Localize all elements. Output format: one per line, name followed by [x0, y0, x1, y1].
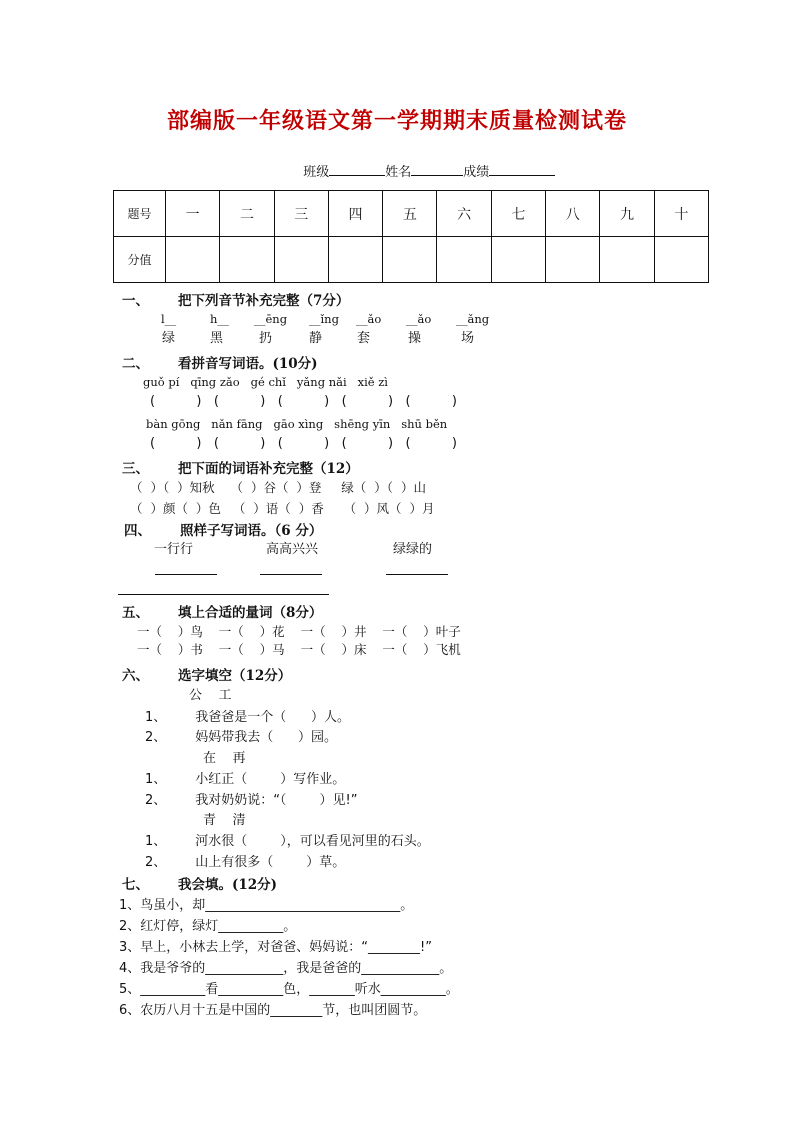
score-cell[interactable] — [220, 237, 274, 283]
example-word-2: 高高兴兴 — [266, 542, 319, 557]
pinyin-blank-3: __ēng — [254, 312, 288, 326]
section-title: 我会填。(12分) — [178, 877, 278, 893]
pinyin-blank-2: h__ — [210, 312, 229, 326]
pinyin-blank-7: __ǎng — [456, 312, 490, 326]
section-title: 把下列音节补充完整（7分） — [178, 293, 350, 309]
char-6: 操 — [408, 331, 422, 346]
answer-line-3[interactable] — [386, 574, 448, 575]
col-8: 八 — [546, 191, 600, 237]
fill-item[interactable]: 4、我是爷爷的____________，我是爸爸的____________。 — [119, 961, 453, 976]
fill-item[interactable]: 6、农历八月十五是中国的________节，也叫团圆节。 — [119, 1003, 427, 1018]
col-5: 五 — [383, 191, 437, 237]
section-number: 五、 — [122, 605, 149, 621]
char-7: 场 — [461, 331, 475, 346]
char-choice-group-2: 在 再 — [203, 751, 246, 766]
section-7-heading — [122, 873, 277, 893]
score-cell[interactable] — [600, 237, 654, 283]
col-7: 七 — [491, 191, 545, 237]
student-info-line — [295, 146, 555, 180]
char-5: 套 — [357, 331, 371, 346]
score-cell[interactable] — [654, 237, 708, 283]
section-4-heading — [124, 519, 322, 539]
fill-item[interactable]: 2、 山上有很多（ ）草。 — [145, 855, 346, 870]
class-blank[interactable] — [329, 163, 385, 176]
fill-item[interactable]: 2、 妈妈带我去（ ）园。 — [145, 730, 337, 745]
char-2: 黑 — [210, 331, 224, 346]
col-10: 十 — [654, 191, 708, 237]
section-6-heading — [122, 664, 291, 684]
section-2-heading — [122, 352, 318, 372]
fill-item[interactable]: 3、早上，小林去上学，对爸爸、妈妈说：“________!” — [119, 940, 432, 955]
name-blank[interactable] — [411, 163, 463, 176]
measure-word-line-1[interactable]: 一（ ）鸟 一（ ）花 一（ ）井 一（ ）叶子 — [137, 624, 461, 639]
score-cell[interactable] — [491, 237, 545, 283]
fill-item[interactable]: 1、 河水很（ ），可以看见河里的石头。 — [145, 834, 430, 849]
pinyin-blank-6: __ǎo — [406, 312, 432, 326]
char-3: 扔 — [259, 331, 273, 346]
section-title: 把下面的词语补充完整（12） — [178, 461, 359, 477]
fill-item[interactable]: 1、 我爸爸是一个（ ）人。 — [145, 710, 350, 725]
char-4: 静 — [309, 331, 323, 346]
pinyin-blank-1: l__ — [161, 312, 177, 326]
idiom-line-2[interactable]: （ ）颜（ ）色 （ ）语（ ）香 （ ）风（ ）月 — [130, 501, 435, 516]
exam-title: 部编版一年级语文第一学期期末质量检测试卷 — [166, 108, 627, 134]
section-divider — [118, 594, 329, 595]
example-word-1: 一行行 — [154, 542, 194, 557]
section-number: 六、 — [122, 668, 149, 684]
answer-brackets-row-1[interactable]: ( ) ( ) ( ) ( ) ( ) — [150, 394, 457, 409]
pinyin-row-2: bàn gōng nǎn fāng gāo xìng shēng yīn shū běn — [146, 417, 448, 431]
idiom-line-1[interactable]: （ ）（ ）知秋 （ ）谷（ ）登 绿（ ）（ ）山 — [130, 480, 426, 495]
name-label: 姓名 — [385, 165, 412, 180]
section-5-heading — [122, 601, 322, 621]
score-cell[interactable] — [383, 237, 437, 283]
fill-item[interactable]: 1、鸟虽小，却______________________________。 — [119, 898, 414, 913]
section-3-heading — [122, 457, 359, 477]
col-4: 四 — [328, 191, 382, 237]
answer-brackets-row-2[interactable]: ( ) ( ) ( ) ( ) ( ) — [150, 436, 457, 451]
section-title: 填上合适的量词（8分） — [178, 605, 323, 621]
question-number-row — [114, 191, 709, 237]
col-2: 二 — [220, 191, 274, 237]
col-3: 三 — [274, 191, 328, 237]
row-label-question: 题号 — [114, 191, 166, 237]
pinyin-row-1: guǒ pí qīng zǎo gé chǐ yǎng nǎi xiě zì — [143, 375, 388, 389]
col-1: 一 — [166, 191, 220, 237]
score-cell[interactable] — [546, 237, 600, 283]
section-title: 选字填空（12分） — [178, 668, 292, 684]
class-label: 班级 — [303, 165, 330, 180]
score-cell[interactable] — [328, 237, 382, 283]
char-choice-group-1: 公 工 — [189, 688, 232, 703]
char-1: 绿 — [162, 331, 176, 346]
score-row — [114, 237, 709, 283]
pinyin-blank-4: __ǐng — [309, 312, 339, 326]
score-cell[interactable] — [166, 237, 220, 283]
score-cell[interactable] — [274, 237, 328, 283]
fill-item[interactable]: 2、 我对奶奶说：“（ ）见!” — [145, 793, 358, 808]
section-number: 一、 — [122, 293, 149, 309]
col-6: 六 — [437, 191, 491, 237]
col-9: 九 — [600, 191, 654, 237]
section-title: 看拼音写词语。(10分) — [178, 356, 318, 372]
fill-item[interactable]: 2、红灯停，绿灯__________。 — [119, 919, 297, 934]
section-number: 四、 — [124, 523, 151, 539]
score-cell[interactable] — [437, 237, 491, 283]
measure-word-line-2[interactable]: 一（ ）书 一（ ）马 一（ ）床 一（ ）飞机 — [137, 642, 461, 657]
section-number: 二、 — [122, 356, 149, 372]
pinyin-blank-5: __ǎo — [356, 312, 382, 326]
example-word-3: 绿绿的 — [393, 542, 433, 557]
score-label: 成绩 — [463, 165, 490, 180]
section-number: 七、 — [122, 877, 149, 893]
section-number: 三、 — [122, 461, 149, 477]
char-choice-group-3: 青 清 — [203, 813, 246, 828]
answer-line-2[interactable] — [260, 574, 322, 575]
fill-item[interactable]: 5、__________看__________色，_______听水__________。 — [119, 982, 459, 997]
answer-line-1[interactable] — [155, 574, 217, 575]
score-table — [113, 190, 709, 283]
row-label-score: 分值 — [114, 237, 166, 283]
score-blank[interactable] — [489, 163, 555, 176]
section-1-heading — [122, 289, 349, 309]
section-title: 照样子写词语。（6 分） — [180, 523, 323, 539]
fill-item[interactable]: 1、 小红正（ ）写作业。 — [145, 772, 346, 787]
